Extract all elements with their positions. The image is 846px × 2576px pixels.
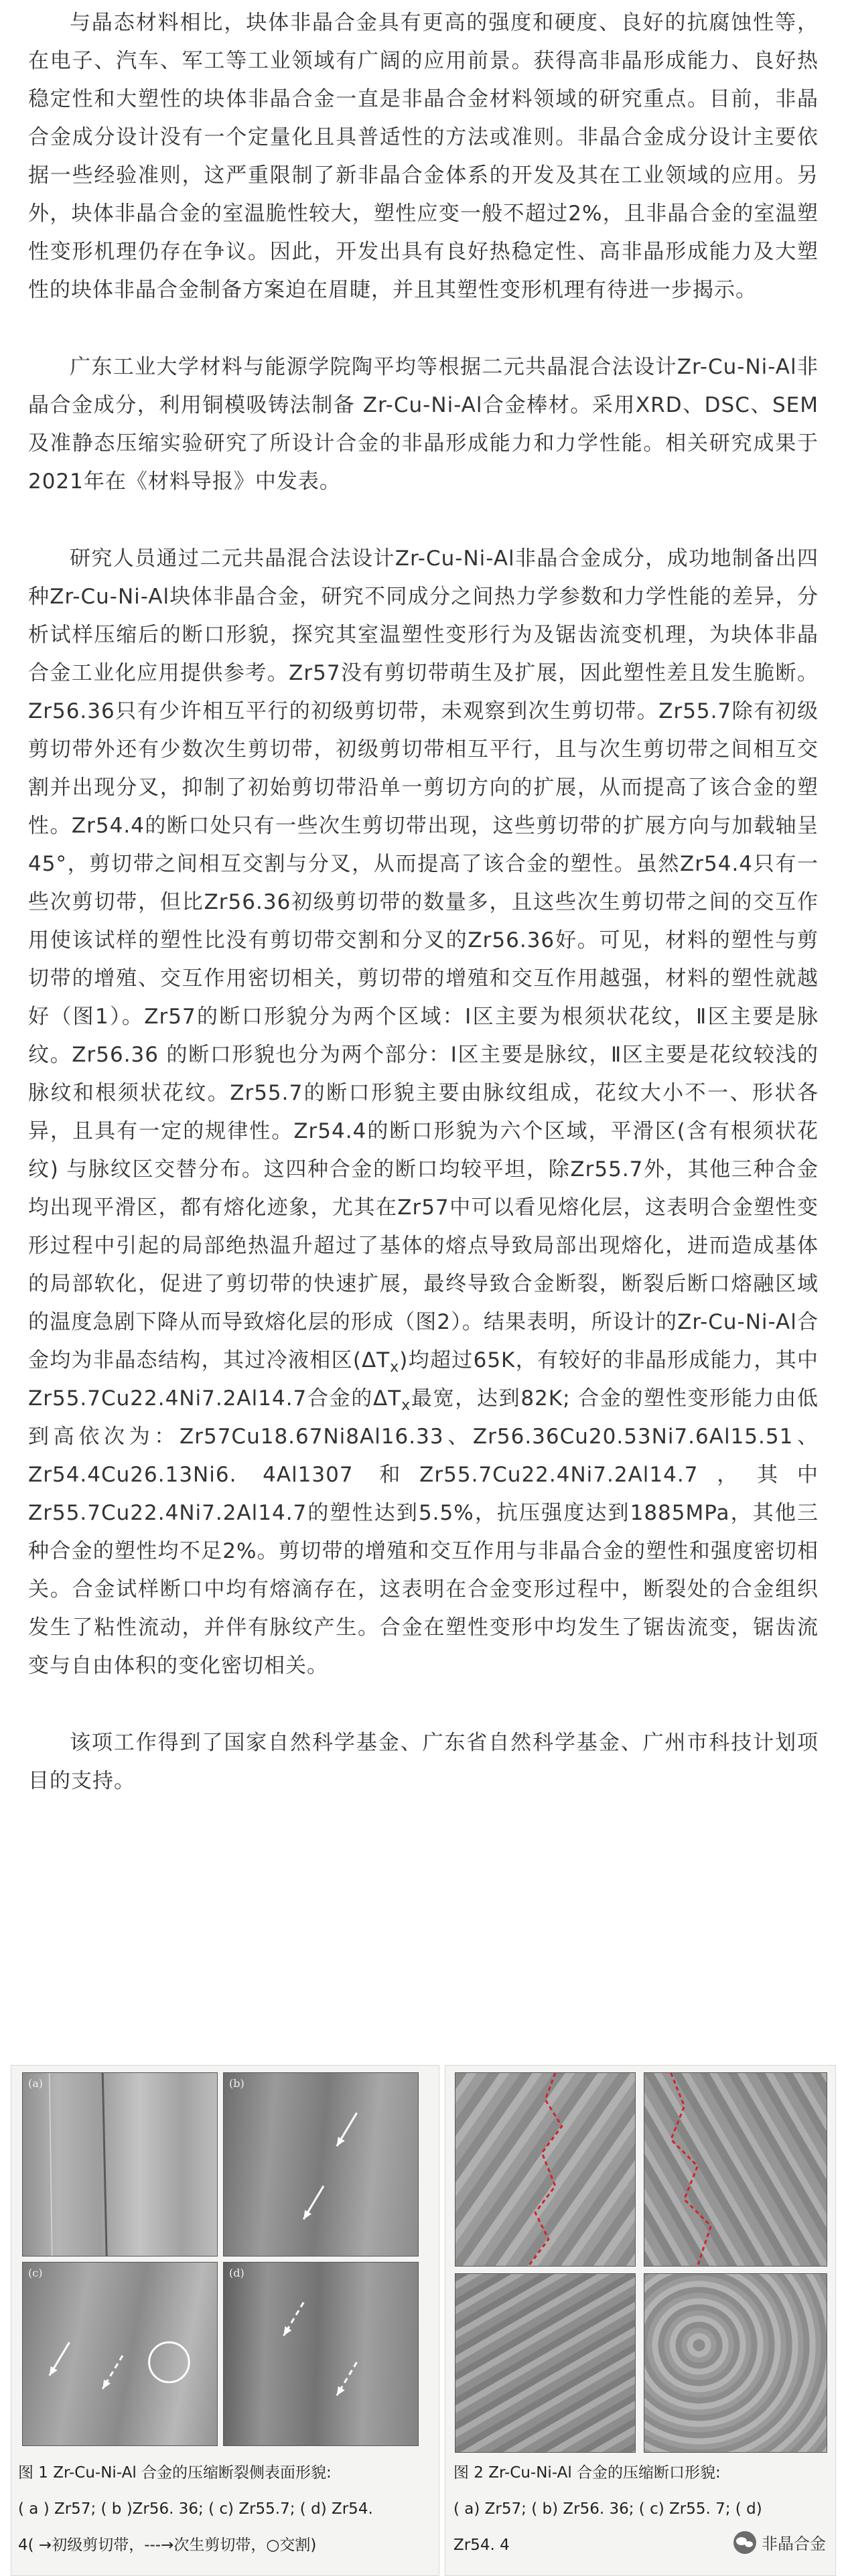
wechat-icon [733,2531,756,2554]
figure1-caption-line3: 4( →初级剪切带，---→次生剪切带，○交割) [18,2536,317,2554]
results-part-2: )均超过65K，有较好的非晶形成能力，其中Zr55.7Cu22.4Ni7.2Al14.7合金的ΔT [28,1348,819,1411]
panel-label: (d) [229,2267,244,2279]
panel-b-arrows [224,2073,418,2256]
figure2-caption-line3: Zr54. 4 [453,2536,510,2554]
paragraph-results [28,536,819,1685]
panel-label: (b) [229,2077,244,2090]
panel-label: (c) [28,2267,43,2279]
watermark-text: 非晶合金 [762,2534,826,2553]
paragraph-research-team: 广东工业大学材料与能源学院陶平均等根据二元共晶混合法设计Zr-Cu-Ni-Al非晶合金成分，利用铜模吸铸法制备 Zr-Cu-Ni-Al合金棒材。采用XRD、DSC、SEM及准静态压缩实验研究了所设计合金的非晶形成能力和力学性能。相关研究成果于2021年在《材料导报》中发表。 [28,355,819,494]
panel-label: (a) [28,2077,44,2090]
subscript-x: x [390,1359,400,1376]
panel-a-boundary [455,2073,635,2266]
figure-2 [445,2065,836,2576]
results-part-3: 最宽，达到82K; 合金的塑性变形能力由低到高依次为：Zr57Cu18.67Ni8Al16.33、Zr56.36Cu20.53Ni7.6Al15.51、Zr54.4Cu26.13Ni6. 4Al1307 和Zr55.7Cu22.4Ni7.2Al14.7，其中Zr55.7Cu22.4Ni7.2Al14.7的塑性达到5.5%，抗压强度达到1885MPa，其他三种合金的塑性均不足2%。剪切带的增殖和交互作用与非晶合金的塑性和强度密切相关。合金试样断口中均有熔滴存在，这表明在合金变形过程中，断裂处的合金组织发生了粘性流动，并伴有脉纹产生。合金在塑性变形中均发生了锯齿流变，锯齿流变与自由体积的变化密切相关。 [28,1386,819,1678]
figure2-caption-line2: ( a) Zr57; ( b) Zr56. 36; ( c) Zr55. 7; ( d) [453,2500,762,2518]
panel-b-boundary [644,2073,827,2266]
figure1-caption-line1: 图 1 Zr-Cu-Ni-Al 合金的压缩断裂侧表面形貌: [18,2464,332,2482]
article-body [28,0,819,1835]
paragraph-funding: 该项工作得到了国家自然科学基金、广东省自然科学基金、广州市科技计划项目的支持。 [28,1731,819,1793]
panel-c-arrows [23,2263,217,2445]
watermark [733,2530,826,2554]
figure2-panel-c [455,2273,636,2453]
figure2-panel-d [644,2273,827,2453]
figure-1 [11,2065,439,2576]
figure1-panel-a [22,2072,218,2257]
subscript-x: x [401,1397,411,1415]
panel-d-arrows [224,2263,418,2445]
figure2-panel-a [455,2072,636,2267]
figures-row [11,2065,836,2576]
figure1-panel-b [223,2072,419,2257]
paragraph-intro: 与晶态材料相比，块体非晶合金具有更高的强度和硬度、良好的抗腐蚀性等，在电子、汽车、军工等工业领域有广阔的应用前景。获得高非晶形成能力、良好热稳定性和大塑性的块体非晶合金一直是非晶合金材料领域的研究重点。目前，非晶合金成分设计没有一个定量化且具普适性的方法或准则。非晶合金成分设计主要依据一些经验准则，这严重限制了新非晶合金体系的开发及其在工业领域的应用。另外，块体非晶合金的室温脆性较大，塑性应变一般不超过2%，且非晶合金的室温塑性变形机理仍存在争议。因此，开发出具有良好热稳定性、高非晶形成能力及大塑性的块体非晶合金制备方案迫在眉睫，并且其塑性变形机理有待进一步揭示。 [28,11,819,302]
figure1-panel-c [22,2262,218,2446]
figure2-caption-line1: 图 2 Zr-Cu-Ni-Al 合金的压缩断口形貌: [453,2464,721,2482]
figure1-panel-d [223,2262,419,2446]
figure1-caption-line2: ( a ) Zr57; ( b )Zr56. 36; ( c) Zr55.7; ( d) Zr54. [18,2500,373,2518]
figure2-panel-b [644,2072,827,2267]
panel-a-texture [23,2073,217,2256]
results-part-1: 研究人员通过二元共晶混合法设计Zr-Cu-Ni-Al非晶合金成分，成功地制备出四种Zr-Cu-Ni-Al块体非晶合金，研究不同成分之间热力学参数和力学性能的差异，分析试样压缩后的断口形貌，探究其室温塑性变形行为及锯齿流变机理，为块体非晶合金工业化应用提供参考。Zr57没有剪切带萌生及扩展，因此塑性差且发生脆断。Zr56.36只有少许相互平行的初级剪切带，未观察到次生剪切带。Zr55.7除有初级剪切带外还有少数次生剪切带，初级剪切带相互平行，且与次生剪切带之间相互交割并出现分叉，抑制了初始剪切带沿单一剪切方向的扩展，从而提高了该合金的塑性。Zr54.4的断口处只有一些次生剪切带出现，这些剪切带的扩展方向与加载轴呈45°，剪切带之间相互交割与分叉，从而提高了该合金的塑性。虽然Zr54.4只有一些次剪切带，但比Zr56.36初级剪切带的数量多，且这些次生剪切带之间的交互作用使该试样的塑性比没有剪切带交割和分叉的Zr56.36好。可见，材料的塑性与剪切带的增殖、交互作用密切相关，剪切带的增殖和交互作用越强，材料的塑性就越好（图1）。Zr57的断口形貌分为两个区域：Ⅰ区主要为根须状花纹，Ⅱ区主要是脉纹。Zr56.36 的断口形貌也分为两个部分：Ⅰ区主要是脉纹，Ⅱ区主要是花纹较浅的脉纹和根须状花纹。Zr55.7的断口形貌主要由脉纹组成，花纹大小不一、形状各异，且具有一定的规律性。Zr54.4的断口形貌为六个区域，平滑区(含有根须状花纹) 与脉纹区交替分布。这四种合金的断口均较平坦，除Zr55.7外，其他三种合金均出现平滑区，都有熔化迹象，尤其在Zr57中可以看见熔化层，这表明合金塑性变形过程中引起的局部绝热温升超过了基体的熔点导致局部出现熔化，进而造成基体的局部软化，促进了剪切带的快速扩展，最终导致合金断裂，断裂后断口熔融区域的温度急剧下降从而导致熔化层的形成（图2）。结果表明，所设计的Zr-Cu-Ni-Al合金均为非晶态结构，其过冷液相区(ΔT [28,547,819,1372]
